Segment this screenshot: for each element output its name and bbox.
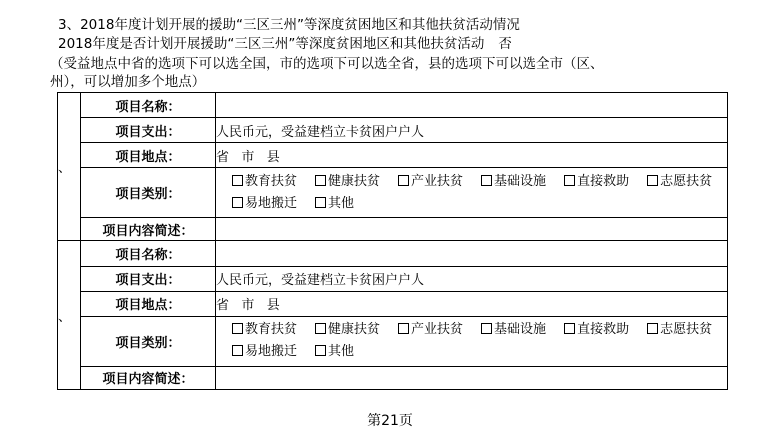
section-heading: 3、2018年度计划开展的援助“三区三州”等深度贫困地区和其他扶贫活动情况 — [58, 17, 520, 33]
category-option: 志愿扶贫 — [660, 322, 713, 338]
checkbox[interactable] — [232, 323, 243, 334]
page-number: 第21页 — [367, 413, 413, 429]
project-category-options — [216, 316, 728, 366]
plan-question — [58, 35, 512, 53]
project-category-label: 项目类别： — [81, 168, 216, 218]
checkbox[interactable] — [647, 175, 658, 186]
project-index-cell — [58, 93, 81, 241]
project-name-field[interactable] — [216, 93, 728, 118]
project-location-field[interactable]: 省 市 县 — [216, 143, 728, 168]
note-line-2: 州），可以增加多个地点） — [50, 74, 206, 90]
project-desc-label: 项目内容简述： — [81, 218, 216, 241]
project-index-mark: 、 — [58, 161, 72, 177]
category-option: 直接救助 — [577, 173, 630, 189]
project-category-label: 项目类别： — [81, 316, 216, 366]
plan-answer: 否 — [498, 36, 512, 52]
project-desc-field[interactable] — [216, 218, 728, 241]
project-name-label: 项目名称： — [81, 93, 216, 118]
checkbox[interactable] — [315, 175, 326, 186]
checkbox[interactable] — [315, 345, 326, 356]
category-option: 其他 — [328, 344, 355, 360]
category-option: 健康扶贫 — [328, 322, 381, 338]
category-option: 健康扶贫 — [328, 173, 381, 189]
project-expense-field[interactable]: 人民币元，受益建档立卡贫困户户人 — [216, 266, 728, 291]
checkbox[interactable] — [398, 175, 409, 186]
category-option: 基础设施 — [494, 173, 547, 189]
checkbox[interactable] — [564, 175, 575, 186]
project-name-field[interactable] — [216, 241, 728, 266]
checkbox[interactable] — [232, 197, 243, 208]
checkbox[interactable] — [232, 345, 243, 356]
checkbox[interactable] — [647, 323, 658, 334]
plan-question-text: 2018年度是否计划开展援助“三区三州”等深度贫困地区和其他扶贫活动 — [58, 36, 485, 52]
category-option: 易地搬迁 — [245, 344, 298, 360]
project-location-label: 项目地点： — [81, 143, 216, 168]
project-desc-label: 项目内容简述： — [81, 366, 216, 389]
category-option: 教育扶贫 — [245, 322, 298, 338]
checkbox[interactable] — [232, 175, 243, 186]
category-option: 易地搬迁 — [245, 195, 298, 211]
project-form-table — [57, 92, 728, 390]
checkbox[interactable] — [315, 197, 326, 208]
checkbox[interactable] — [481, 323, 492, 334]
checkbox[interactable] — [481, 175, 492, 186]
project-name-label: 项目名称： — [81, 241, 216, 266]
project-expense-label: 项目支出： — [81, 118, 216, 143]
checkbox[interactable] — [564, 323, 575, 334]
category-option: 产业扶贫 — [411, 173, 464, 189]
project-index-cell — [58, 241, 81, 390]
category-option: 产业扶贫 — [411, 322, 464, 338]
project-desc-field[interactable] — [216, 366, 728, 389]
project-category-options — [216, 168, 728, 218]
project-location-field[interactable]: 省 市 县 — [216, 291, 728, 316]
project-expense-field[interactable]: 人民币元，受益建档立卡贫困户户人 — [216, 118, 728, 143]
category-option: 教育扶贫 — [245, 173, 298, 189]
category-option: 志愿扶贫 — [660, 173, 713, 189]
checkbox[interactable] — [315, 323, 326, 334]
category-option: 基础设施 — [494, 322, 547, 338]
project-expense-label: 项目支出： — [81, 266, 216, 291]
note-line-1: （受益地点中省的选项下可以选全国，市的选项下可以选全省，县的选项下可以选全市（区、 — [50, 56, 604, 72]
category-option: 其他 — [328, 195, 355, 211]
project-index-mark: 、 — [58, 309, 72, 325]
category-option: 直接救助 — [577, 322, 630, 338]
project-location-label: 项目地点： — [81, 291, 216, 316]
checkbox[interactable] — [398, 323, 409, 334]
